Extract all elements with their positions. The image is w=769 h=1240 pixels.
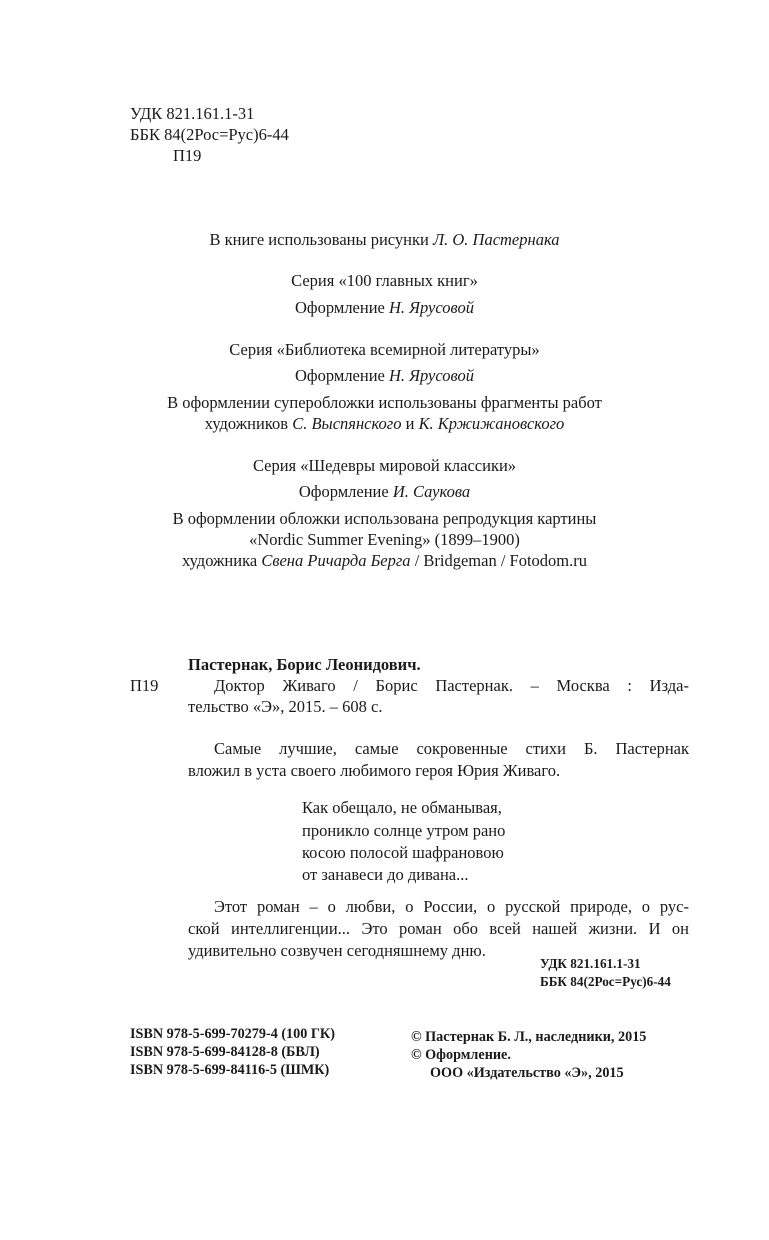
photo-source: / Bridgeman / Fotodom.ru: [414, 551, 588, 570]
poem-line: Как обещало, не обманывая,: [302, 798, 502, 817]
catalog-author: Пастернак, Борис Леонидович.: [188, 655, 421, 674]
series-shmk-cover-line3: [0, 550, 769, 572]
copyright-publisher: ООО «Издательство «Э», 2015: [430, 1065, 624, 1081]
isbn-100gk: ISBN 978-5-699-70279-4 (100 ГК): [130, 1026, 335, 1042]
author-mark: П19: [173, 146, 202, 165]
catalog-code: П19: [130, 676, 159, 695]
poem-line: проникло солнце утром рано: [302, 821, 506, 840]
series-bvl-title: Серия «Библиотека всемирной литературы»: [229, 340, 540, 359]
poem-line: косою полосой шафрановою: [302, 843, 504, 862]
painter-prefix: художника: [181, 551, 258, 570]
design-label: Оформление: [295, 366, 385, 385]
design-label: Оформление: [298, 482, 389, 501]
summary-line1: Этот роман – о любви, о России, о русской природе, о рус-: [214, 897, 689, 916]
designer-name: Н. Ярусовой: [388, 366, 474, 385]
catalog-title-line1: Доктор Живаго / Борис Пастернак. – Москва : Изда-: [214, 676, 689, 695]
drawings-credit: [0, 229, 769, 251]
poem-line: от занавеси до дивана...: [302, 865, 469, 884]
annotation-line1: Самые лучшие, самые сокровенные стихи Б. Пастернак: [214, 739, 689, 758]
series-100-title: Серия «100 главных книг»: [291, 271, 478, 290]
series-100-design: [0, 297, 769, 319]
series-bvl-design: [0, 365, 769, 387]
series-bvl-cover-line2: [0, 413, 769, 435]
annotation-line2: вложил в уста своего любимого героя Юрия Живаго.: [188, 761, 561, 780]
copyright-design: © Оформление.: [411, 1047, 511, 1063]
copyright-author: © Пастернак Б. Л., наследники, 2015: [411, 1029, 647, 1045]
artist-vyspyansky: С. Выспянского: [292, 414, 402, 433]
catalog-bbk: ББК 84(2Рос=Рус)6-44: [540, 974, 671, 989]
artists-and: и: [405, 414, 415, 433]
series-shmk-design: [0, 481, 769, 503]
drawings-prefix: В книге использованы рисунки: [209, 230, 429, 249]
catalog-title-line2: тельство «Э», 2015. – 608 с.: [188, 697, 383, 716]
series-shmk-cover-line1: В оформлении обложки использована репродукция картины: [172, 509, 597, 528]
series-shmk-cover-line2: «Nordic Summer Evening» (1899–1900): [249, 530, 520, 549]
udk-code: УДК 821.161.1-31: [130, 104, 255, 123]
summary-line3: удивительно созвучен сегодняшнему дню.: [188, 941, 486, 960]
summary-line2: ской интеллигенции... Это роман обо всей нашей жизни. И он: [188, 919, 689, 938]
isbn-shmk: ISBN 978-5-699-84116-5 (ШМК): [130, 1062, 330, 1078]
artists-prefix: художников: [204, 414, 289, 433]
designer-name: Н. Ярусовой: [388, 298, 474, 317]
artist-krzhizhanovsky: К. Кржижановского: [418, 414, 565, 433]
bbk-code: ББК 84(2Рос=Рус)6-44: [130, 125, 289, 144]
drawings-artist: Л. О. Пастернака: [432, 230, 560, 249]
catalog-udk: УДК 821.161.1-31: [540, 956, 641, 971]
designer-name: И. Саукова: [392, 482, 471, 501]
series-bvl-cover-line1: В оформлении суперобложки использованы фрагменты работ: [167, 393, 602, 412]
series-shmk-title: Серия «Шедевры мировой классики»: [252, 456, 517, 475]
painter-name: Свена Ричарда Берга: [261, 551, 411, 570]
design-label: Оформление: [295, 298, 385, 317]
isbn-bvl: ISBN 978-5-699-84128-8 (БВЛ): [130, 1044, 320, 1060]
